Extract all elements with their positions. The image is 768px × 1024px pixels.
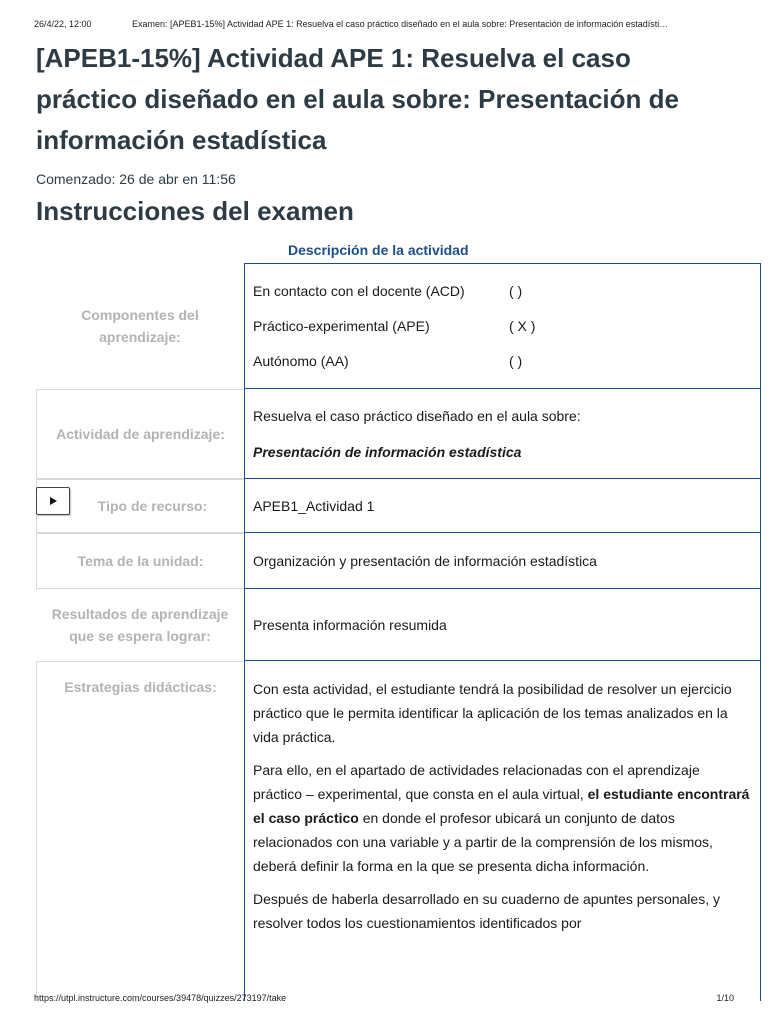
component-name: En contacto con el docente (ACD) [253, 282, 465, 299]
components-value [244, 263, 761, 389]
resource-value: APEB1_Actividad 1 [244, 479, 761, 533]
component-mark: ( X ) [509, 317, 536, 334]
topic-value: Organización y presentación de información estadística [244, 533, 761, 589]
print-url: https://utpl.instructure.com/courses/39478/quizzes/273197/take [34, 993, 287, 1003]
table-row-components [36, 263, 761, 389]
started-at: Comenzado: 26 de abr en 11:56 [36, 171, 236, 187]
activity-topic: Presentación de información estadística [253, 443, 522, 460]
strategies-emphasis: el estudiante encontrará el caso práctico [253, 786, 750, 826]
component-name: Autónomo (AA) [253, 352, 349, 369]
component-item [253, 309, 752, 344]
components-label: Componentes del aprendizaje: [81, 307, 199, 345]
print-doc-title: Examen: [APEB1-15%] Actividad APE 1: Resuelva el caso práctico diseñado en el aula sobre: Presentación de información estadísti… [132, 19, 669, 29]
print-date: 26/4/22, 12:00 [34, 19, 92, 29]
component-mark: ( ) [509, 282, 523, 299]
component-mark: ( ) [509, 352, 523, 369]
strategies-value [244, 661, 761, 1001]
table-row-strategies [36, 661, 761, 1001]
component-item [253, 344, 752, 379]
activity-line: Resuelva el caso práctico diseñado en el aula sobre: [253, 407, 581, 424]
play-button[interactable] [36, 487, 70, 515]
strategies-label: Estrategias didácticas: [36, 661, 244, 1001]
strategies-text: en donde el profesor ubicará un conjunto de datos relacionados con una variable y a partir de la comprensión de los mismos, deberá definir la forma en la que se presenta dicha información. [253, 810, 713, 874]
table-caption [36, 242, 761, 262]
table-row-activity [36, 389, 761, 479]
page-number: 1/10 [716, 993, 734, 1003]
table-row-topic [36, 533, 761, 589]
table-row-resource [36, 479, 761, 533]
resource-label-text: Tipo de recurso: [97, 498, 208, 514]
section-title: Instrucciones del examen [36, 196, 354, 226]
topic-label: Tema de la unidad: [36, 533, 244, 589]
print-header [34, 19, 734, 33]
activity-label: Actividad de aprendizaje: [36, 389, 244, 479]
results-value: Presenta información resumida [244, 589, 761, 661]
play-icon [48, 496, 58, 506]
strategies-paragraph-3: Después de haberla desarrollado en su cuaderno de apuntes personales, y resolver todos los cuestionamientos identificados por [253, 891, 720, 931]
component-name: Práctico-experimental (APE) [253, 317, 430, 334]
strategies-paragraph-1: Con esta actividad, el estudiante tendrá la posibilidad de resolver un ejercicio práctico que le permita identificar la aplicación de los temas analizados en la vida práctica. [253, 681, 732, 745]
strategies-paragraph-2 [253, 758, 752, 878]
table-caption-text: Descripción de la actividad [288, 242, 469, 258]
table-row-results [36, 589, 761, 661]
activity-value [244, 389, 761, 479]
results-label: Resultados de aprendizaje que se espera lograr: [51, 606, 229, 644]
component-item [253, 274, 752, 309]
strategies-text: Para ello, en el apartado de actividades relacionadas con el aprendizaje práctico – experimental, que consta en el aula virtual, [253, 762, 700, 802]
page-title: [APEB1-15%] Actividad APE 1: Resuelva el caso práctico diseñado en el aula sobre: Presentación de información estadística [36, 43, 679, 155]
